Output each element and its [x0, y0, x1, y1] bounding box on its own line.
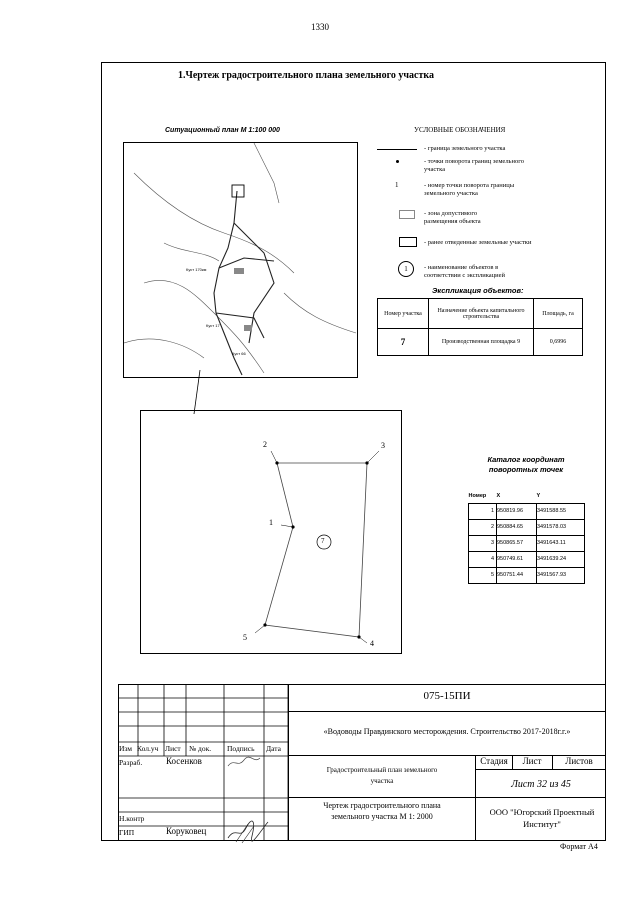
legend-item-allotted-plots: - ранее отведенные земельные участки: [424, 239, 532, 246]
explication-header-area: Площадь, га: [534, 299, 583, 329]
catalog-cell-y: 3491588.55: [537, 503, 585, 519]
stage-label: Стадия: [480, 756, 508, 766]
catalog-row: [469, 503, 585, 519]
catalog-row: [469, 551, 585, 567]
legend-item-point-number: - номер точки поворота границы земельного участка: [424, 182, 515, 197]
explication-header-row: [378, 299, 583, 329]
page-number: 1330: [311, 22, 329, 32]
catalog-cell-x: 950819.96: [497, 503, 537, 519]
doc-code: 075-15ПИ: [423, 690, 471, 702]
legend-item-turn-points: - точки поворота границ земельного участка: [424, 158, 525, 173]
company-name: ООО "Югорский Проектный Институт": [489, 807, 595, 829]
nkontr-label: Н.контр: [119, 814, 145, 823]
explication-cell-number: 7: [378, 329, 429, 356]
vertex-label-5: 5: [243, 633, 247, 642]
col-header-kol-uch: Кол.уч: [137, 744, 159, 753]
catalog-row: [469, 567, 585, 583]
sheets-label: Листов: [565, 756, 593, 766]
catalog-header-y: Y: [537, 490, 585, 503]
situation-map-graphic: [124, 143, 357, 377]
legend-item-allowed-zone: - зона допустимого размещения объекта: [424, 210, 481, 225]
vertex-label-2: 2: [263, 440, 267, 449]
sheet-label: Лист: [522, 756, 542, 766]
object-number: 7: [321, 537, 325, 545]
catalog-title: Каталог координат поворотных точек: [487, 455, 565, 474]
razrab-signature: [226, 754, 266, 770]
catalog-cell-n: 5: [469, 567, 497, 583]
catalog-cell-x: 950865.57: [497, 535, 537, 551]
catalog-cell-x: 950749.61: [497, 551, 537, 567]
vertex-label-3: 3: [381, 441, 385, 450]
gip-label: ГИП: [119, 828, 135, 837]
vertex-label-4: 4: [370, 639, 374, 648]
legend-object-swatch: [398, 261, 414, 277]
explication-cell-purpose: Производственная площадка 9: [429, 329, 534, 356]
legend-zone-swatch: [399, 210, 415, 219]
col-header-izm: Изм: [119, 744, 133, 753]
catalog-header-row: [469, 490, 585, 503]
catalog-cell-y: 3491643.11: [537, 535, 585, 551]
situation-map: [123, 142, 358, 378]
legend-point-swatch: [396, 160, 399, 163]
format-label: Формат А4: [560, 842, 598, 851]
explication-row: [378, 329, 583, 356]
catalog-cell-x: 950751.44: [497, 567, 537, 583]
plot-location-marker: [232, 185, 244, 197]
legend-item-boundary: - граница земельного участка: [424, 145, 506, 152]
explication-header-purpose: Назначение объекта капитального строительства: [429, 299, 534, 329]
explication-header-number: Номер участка: [378, 299, 429, 329]
explication-table: [377, 298, 583, 356]
legend-item-object-names: - наименование объектов в соответствии с экспликацией: [424, 264, 505, 279]
legend-allotted-swatch: [399, 237, 417, 247]
gip-name: Коруковец: [166, 826, 207, 836]
leader-line: [180, 370, 220, 415]
sheet-info: Лист 32 из 45: [511, 779, 571, 790]
catalog-cell-n: 4: [469, 551, 497, 567]
legend-title: УСЛОВНЫЕ ОБОЗНАЧЕНИЯ: [414, 126, 506, 134]
legend-object-number: 1: [404, 265, 408, 273]
catalog-cell-x: 950884.65: [497, 519, 537, 535]
catalog-cell-y: 3491567.93: [537, 567, 585, 583]
catalog-cell-n: 3: [469, 535, 497, 551]
explication-cell-area: 0,6996: [534, 329, 583, 356]
razrab-label: Разраб.: [119, 758, 143, 767]
catalog-cell-y: 3491639.24: [537, 551, 585, 567]
drawing-title: Чертеж градостроительного плана земельного участка М 1: 2000: [323, 801, 441, 821]
situation-plan-title: Ситуационный план М 1:100 000: [165, 127, 280, 134]
col-header-doc-number: № док.: [189, 744, 212, 753]
catalog-header-x: X: [497, 490, 537, 503]
catalog-table: [468, 490, 585, 584]
gip-signature: [226, 818, 270, 844]
map-label-kust-170: Куст 170км: [186, 267, 207, 272]
plot-drawing: [140, 410, 402, 654]
col-header-list: Лист: [165, 744, 181, 753]
legend-number-swatch: 1: [395, 181, 399, 189]
vertex-label-1: 1: [269, 518, 273, 527]
map-label-kust-17: Куст 17: [206, 323, 220, 328]
catalog-cell-y: 3491578.03: [537, 519, 585, 535]
catalog-cell-n: 1: [469, 503, 497, 519]
legend-line-swatch: [377, 149, 417, 150]
doc-title: Градостроительный план земельного участка: [326, 766, 438, 785]
project-name: «Водоводы Правдинского месторождения. Строительство 2017-2018г.г.»: [323, 727, 571, 736]
section-title: 1.Чертеж градостроительного плана земельного участка: [178, 70, 434, 81]
plot-boundary: [141, 411, 401, 653]
map-label-kust-66: Куст 66: [232, 351, 246, 356]
catalog-row: [469, 519, 585, 535]
explication-title: Экспликация объектов:: [432, 286, 524, 295]
col-header-signature: Подпись: [227, 744, 255, 753]
col-header-date: Дата: [266, 744, 281, 753]
catalog-row: [469, 535, 585, 551]
catalog-header-number: Номер: [469, 490, 497, 503]
catalog-cell-n: 2: [469, 519, 497, 535]
razrab-name: Косенков: [166, 756, 202, 766]
